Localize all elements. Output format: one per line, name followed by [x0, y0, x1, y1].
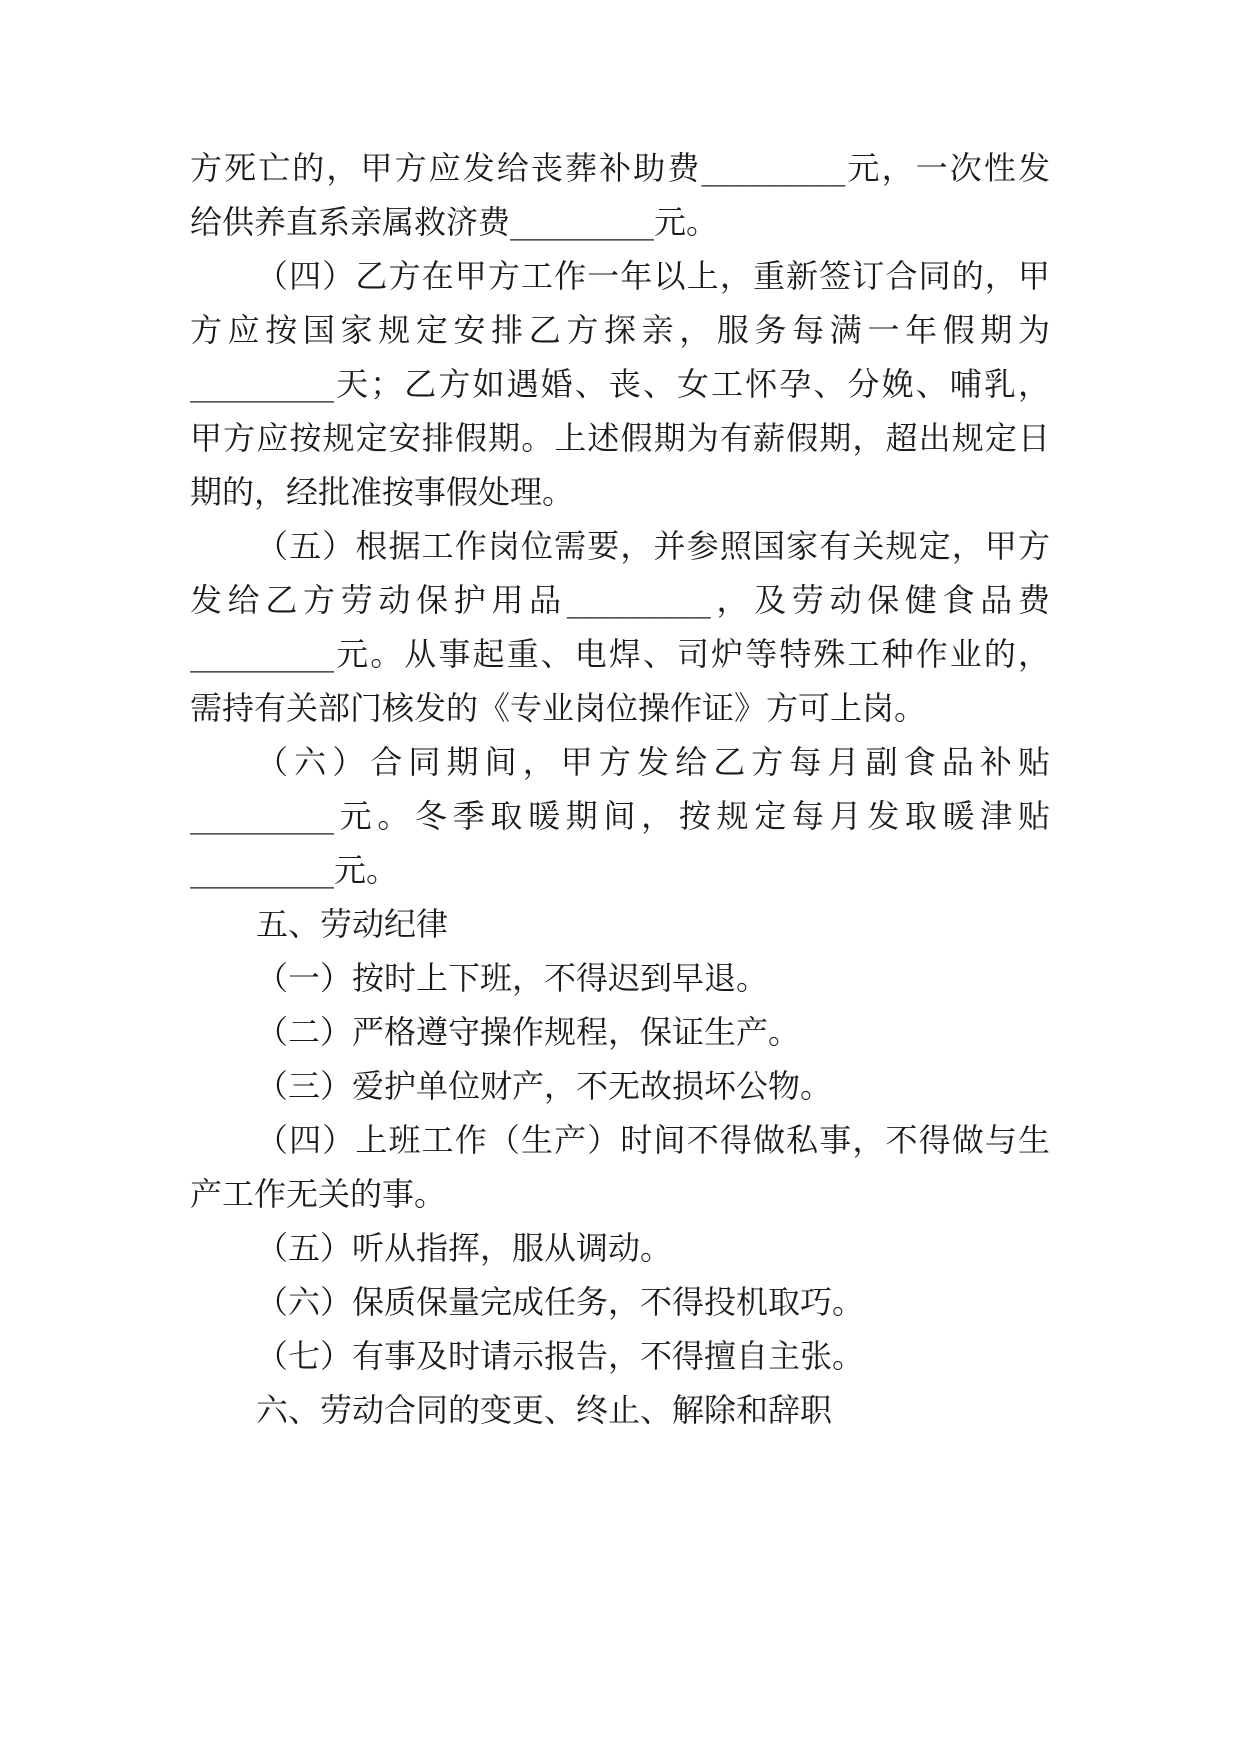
text-line: （七）有事及时请示报告，不得擅自主张。 — [256, 1337, 865, 1375]
text-line: _________元。 — [190, 851, 399, 889]
text-line: 甲方应按规定安排假期。上述假期为有薪假期，超出规定日 — [190, 419, 1050, 457]
text-line: 产工作无关的事。 — [190, 1175, 447, 1213]
text-line: 发给乙方劳动保护用品_________，及劳动保健食品费 — [190, 581, 1050, 619]
text-line: _________元。从事起重、电焊、司炉等特殊工种作业的， — [190, 635, 1050, 673]
text-line: _________天；乙方如遇婚、丧、女工怀孕、分娩、哺乳， — [190, 365, 1050, 403]
text-line: （三）爱护单位财产，不无故损坏公物。 — [256, 1067, 833, 1105]
text-line: 方死亡的，甲方应发给丧葬补助费_________元，一次性发 — [190, 149, 1050, 187]
text-line: （四）乙方在甲方工作一年以上，重新签订合同的，甲 — [256, 257, 1050, 295]
text-line: （五）根据工作岗位需要，并参照国家有关规定，甲方 — [256, 527, 1050, 565]
section-heading: 五、劳动纪律 — [256, 905, 449, 943]
section-heading: 六、劳动合同的变更、终止、解除和辞职 — [256, 1391, 833, 1429]
text-line: （一）按时上下班，不得迟到早退。 — [256, 959, 769, 997]
text-line: 期的，经批准按事假处理。 — [190, 473, 575, 511]
text-line: （四）上班工作（生产）时间不得做私事，不得做与生 — [256, 1121, 1050, 1159]
text-line: 需持有关部门核发的《专业岗位操作证》方可上岗。 — [190, 689, 927, 727]
text-line: （二）严格遵守操作规程，保证生产。 — [256, 1013, 801, 1051]
text-line: （五）听从指挥，服从调动。 — [256, 1229, 673, 1267]
text-line: 给供养直系亲属救济费_________元。 — [190, 203, 719, 241]
text-line: 方应按国家规定安排乙方探亲，服务每满一年假期为 — [190, 311, 1050, 349]
text-line: _________元。冬季取暖期间，按规定每月发取暖津贴 — [190, 797, 1050, 835]
text-line: （六）保质保量完成任务，不得投机取巧。 — [256, 1283, 865, 1321]
text-line: （六）合同期间，甲方发给乙方每月副食品补贴 — [256, 743, 1050, 781]
